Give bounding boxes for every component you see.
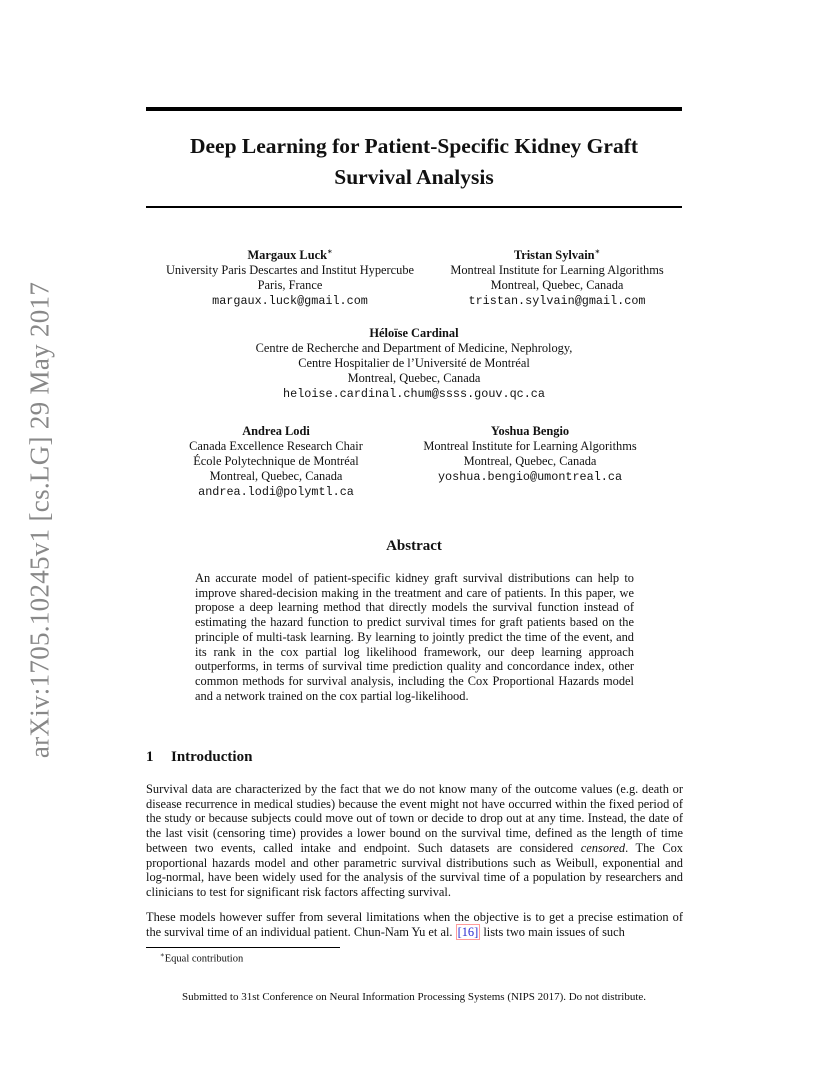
author-affiliation: Centre Hospitalier de l’Université de Montréal xyxy=(298,356,530,370)
author-name: Héloïse Cardinal xyxy=(369,326,459,340)
section-number: 1 xyxy=(146,749,154,765)
author-block-3 xyxy=(146,326,682,402)
abstract-heading: Abstract xyxy=(386,538,442,554)
author-block-1 xyxy=(146,244,434,309)
emphasis-text: censored xyxy=(580,840,626,855)
equal-contribution-mark: ∗ xyxy=(326,247,333,256)
author-name: Andrea Lodi xyxy=(242,424,310,438)
footnote xyxy=(160,951,243,965)
author-affiliation: Montreal, Quebec, Canada xyxy=(463,454,597,468)
paper-title xyxy=(146,131,682,193)
section-heading xyxy=(146,749,252,766)
author-email[interactable]: tristan.sylvain@gmail.com xyxy=(468,294,646,309)
author-affiliation: University Paris Descartes and Institut Hypercube xyxy=(165,263,415,278)
footnote-mark: ∗ xyxy=(160,951,165,959)
author-affiliation: Montreal Institute for Learning Algorithms xyxy=(450,263,664,278)
title-line-2: Survival Analysis xyxy=(334,165,494,189)
author-name: Yoshua Bengio xyxy=(490,424,570,438)
author-block-2 xyxy=(432,244,682,309)
intro-paragraph-1 xyxy=(146,782,683,900)
author-affiliation: Montreal, Quebec, Canada xyxy=(490,278,624,293)
author-affiliation: Montreal Institute for Learning Algorithms xyxy=(423,439,637,453)
page-footer: Submitted to 31st Conference on Neural Information Processing Systems (NIPS 2017). Do not distribute. xyxy=(181,991,647,1003)
paragraph-text: lists two main issues of such xyxy=(480,924,625,939)
footnote-text: Equal contribution xyxy=(164,953,244,965)
author-email[interactable]: heloise.cardinal.chum@ssss.gouv.qc.ca xyxy=(283,387,545,401)
author-email[interactable]: yoshua.bengio@umontreal.ca xyxy=(437,470,623,484)
author-email[interactable]: margaux.luck@gmail.com xyxy=(212,294,368,309)
author-email[interactable]: andrea.lodi@polymtl.ca xyxy=(198,485,354,499)
footnote-rule xyxy=(146,947,340,948)
title-top-rule xyxy=(146,107,682,111)
title-bottom-rule xyxy=(146,206,682,208)
equal-contribution-mark: ∗ xyxy=(594,247,601,256)
paragraph-text: These models however suffer from several limitations when the objective is to get a precise estimation of the survival time of an individual patient. Chun-Nam Yu et al. xyxy=(146,910,683,939)
author-name: Margaux Luck xyxy=(247,248,327,263)
author-block-4 xyxy=(146,424,406,500)
author-affiliation: Paris, France xyxy=(257,278,323,293)
author-block-5 xyxy=(404,424,656,485)
author-affiliation: Montreal, Quebec, Canada xyxy=(347,371,481,385)
paragraph-text: . The Cox proportional hazards model and other parametric survival distributions such as Weibull, exponential and log-normal, have been widely used for the analysis of the survival time of a population by researchers and clinicians to test for significant risk factors affecting survival. xyxy=(146,840,683,899)
abstract-text: An accurate model of patient-specific kidney graft survival distributions can help to improve shared-decision making in the treatment and care of patients. In this paper, we propose a deep learning method that directly models the survival function instead of estimating the hazard function to predict survival times for graft patients based on the principle of multi-task learning. By learning to jointly predict the time of the event, and its rank in the cox partial log likelihood framework, our deep learning approach outperforms, in terms of survival time prediction quality and concordance index, other common methods for survival analysis, including the Cox Proportional Hazards model and a network trained on the cox partial log-likelihood. xyxy=(195,571,634,703)
title-line-1: Deep Learning for Patient-Specific Kidney Graft xyxy=(189,134,639,158)
author-affiliation: Canada Excellence Research Chair xyxy=(189,439,363,453)
paragraph-text: Survival data are characterized by the fact that we do not know many of the outcome values (e.g. death or disease recurrence in medical studies) because the event might not have occurred within the fixed period of the study or because subjects could move out of town or decide to drop out at any time. Instead, the date of the last visit (censoring time) provides a lower bound on the survival time, defined as the length of time between two events, called intake and endpoint. Such datasets are considered xyxy=(146,782,683,855)
author-affiliation: Centre de Recherche and Department of Medicine, Nephrology, xyxy=(255,341,573,355)
section-title: Introduction xyxy=(171,749,253,765)
citation-link[interactable]: [16] xyxy=(457,924,479,939)
author-affiliation: Montreal, Quebec, Canada xyxy=(209,469,343,483)
intro-paragraph-2 xyxy=(146,910,683,939)
arxiv-stamp: arXiv:1705.10245v1 [cs.LG] 29 May 2017 xyxy=(24,281,55,759)
author-name: Tristan Sylvain xyxy=(513,248,595,263)
author-affiliation: École Polytechnique de Montréal xyxy=(193,454,359,468)
